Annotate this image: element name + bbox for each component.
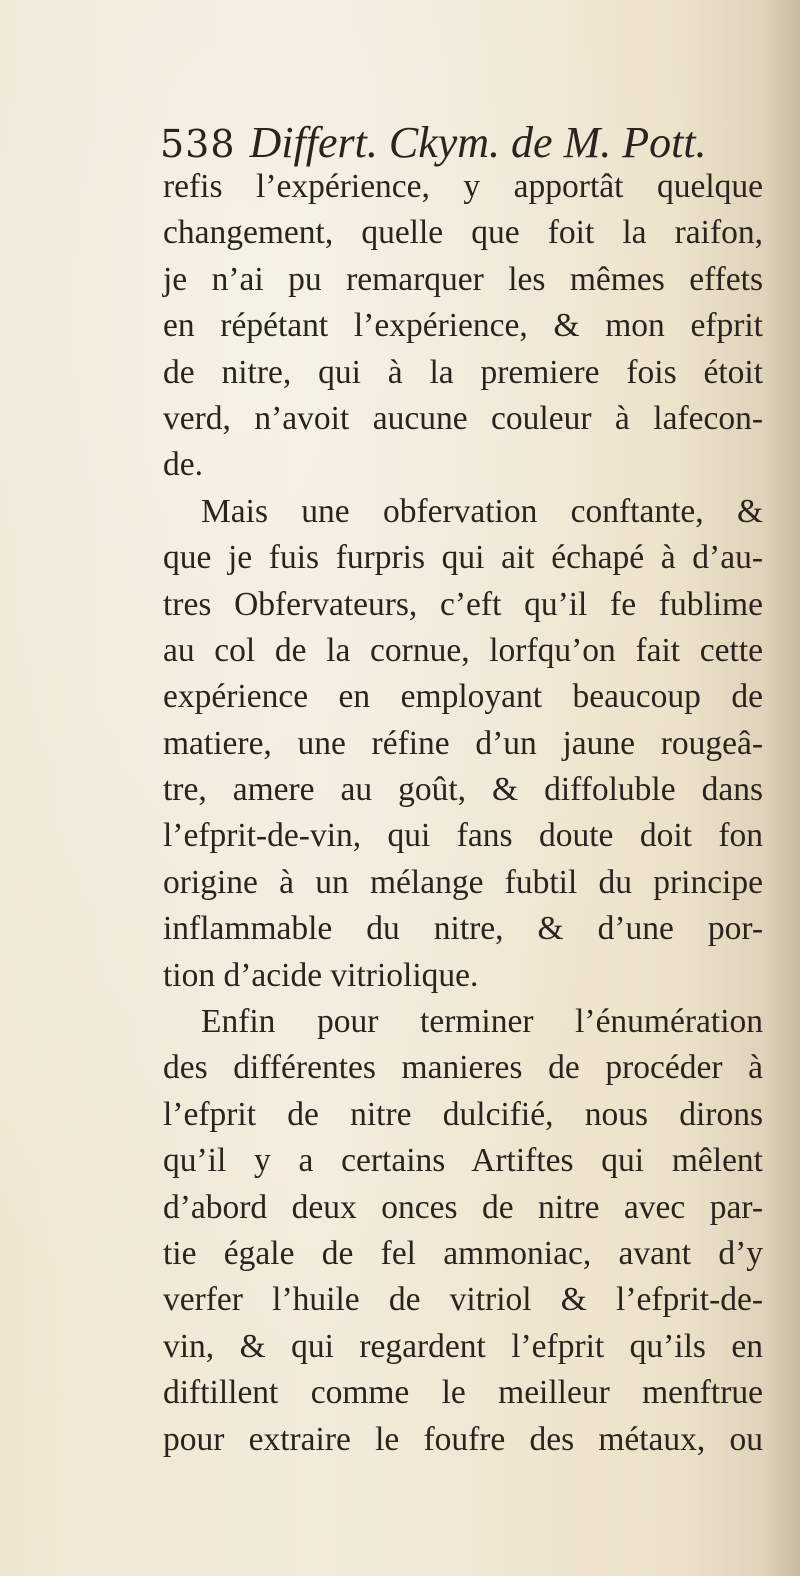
text-line: l’efprit-de-vin, qui fans doute doit fon [163,817,763,855]
text-line: Enfin pour terminer l’énumération [201,1003,763,1041]
text-line: matiere, une réfine d’un jaune rougeâ- [163,724,763,762]
text-line: des différentes manieres de procéder à [163,1049,763,1087]
text-line: tie égale de fel ammoniac, avant d’y [163,1234,763,1272]
text-line: de. [163,446,203,484]
text-line: de nitre, qui à la premiere fois étoit [163,353,763,391]
text-line: Mais une obfervation conftante, & [201,492,763,530]
text-line: tion d’acide vitriolique. [163,956,479,994]
page-number: 538 [160,122,236,166]
text-line: changement, quelle que foit la raifon, [163,214,763,252]
text-line: l’efprit de nitre dulcifié, nous dirons [163,1095,763,1133]
text-line: verd, n’avoit aucune couleur à lafecon- [163,399,763,437]
text-line: diftillent comme le meilleur menftrue [163,1374,763,1412]
text-line: tre, amere au goût, & diffoluble dans [163,771,763,809]
page-edge-shadow [766,0,800,1576]
text-line: en répétant l’expérience, & mon efprit [163,307,763,345]
text-line: refis l’expérience, y apportât quelque [163,168,763,205]
text-line: que je fuis furpris qui ait échapé à d’au- [163,539,763,577]
body-text [163,164,763,1463]
text-line: origine à un mélange fubtil du principe [163,863,763,901]
text-line: inflammable du nitre, & d’une por- [163,910,763,948]
text-line: d’abord deux onces de nitre avec par- [163,1188,763,1226]
running-title: Differt. Ckym. de M. Pott. [249,118,707,167]
text-line: je n’ai pu remarquer les mêmes effets [163,260,763,298]
text-line: expérience en employant beaucoup de [163,678,763,716]
text-line: verfer l’huile de vitriol & l’efprit-de- [163,1281,763,1319]
text-line: pour extraire le foufre des métaux, ou [163,1420,763,1458]
text-line: qu’il y a certains Artiftes qui mêlent [163,1142,763,1180]
text-line: au col de la cornue, lorfqu’on fait cette [163,631,763,669]
text-line: vin, & qui regardent l’efprit qu’ils en [163,1327,763,1365]
page-header [160,118,760,168]
text-line: tres Obfervateurs, c’eft qu’il fe fublime [163,585,763,623]
